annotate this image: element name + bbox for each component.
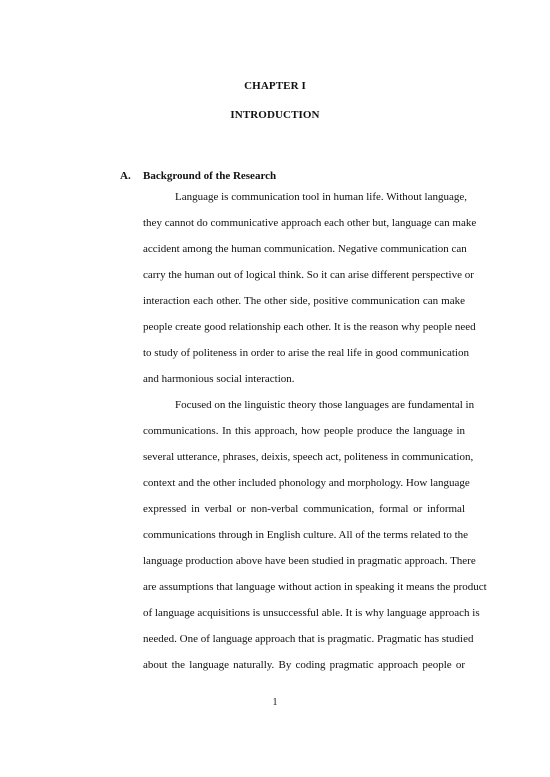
paragraph-1-line-2: they cannot do communicative approach each other but, language can make: [143, 217, 477, 229]
paragraph-1-line-6: people create good relationship each other. It is the reason why people need: [143, 321, 476, 333]
paragraph-2-line-11: about the language naturally. By coding pragmatic approach people or: [143, 659, 465, 671]
chapter-number: CHAPTER I: [244, 80, 306, 92]
chapter-title: INTRODUCTION: [230, 109, 320, 121]
paragraph-2-line-2: communications. In this approach, how people produce the language in: [143, 425, 465, 437]
paragraph-1-line-1: Language is communication tool in human life. Without language,: [175, 191, 468, 203]
paragraph-2-line-4: context and the other included phonology and morphology. How language: [143, 477, 470, 489]
paragraph-2-line-3: several utterance, phrases, deixis, speech act, politeness in communication,: [143, 451, 474, 463]
page-number: 1: [272, 697, 278, 708]
section-title: Background of the Research: [143, 170, 277, 182]
paragraph-2-line-7: language production above have been studied in pragmatic approach. There: [143, 555, 476, 567]
paragraph-1-line-3: accident among the human communication. Negative communication can: [143, 243, 467, 255]
paragraph-1-line-5: interaction each other. The other side, positive communication can make: [143, 295, 465, 307]
paragraph-2-line-1: Focused on the linguistic theory those languages are fundamental in: [175, 399, 475, 411]
paragraph-2-line-5: expressed in verbal or non-verbal communication, formal or informal: [143, 503, 465, 515]
paragraph-2-line-8: are assumptions that language without action in speaking it means the product: [143, 581, 487, 593]
section-letter: A.: [120, 170, 131, 182]
paragraph-1-line-8: and harmonious social interaction.: [143, 373, 295, 385]
paragraph-1-line-4: carry the human out of logical think. So it can arise different perspective or: [143, 269, 474, 281]
paragraph-2-line-9: of language acquisitions is unsuccessful able. It is why language approach is: [143, 607, 480, 619]
paragraph-2-line-10: needed. One of language approach that is pragmatic. Pragmatic has studied: [143, 633, 474, 645]
paragraph-1-line-7: to study of politeness in order to arise the real life in good communication: [143, 347, 469, 359]
paragraph-2-line-6: communications through in English culture. All of the terms related to the: [143, 529, 469, 541]
